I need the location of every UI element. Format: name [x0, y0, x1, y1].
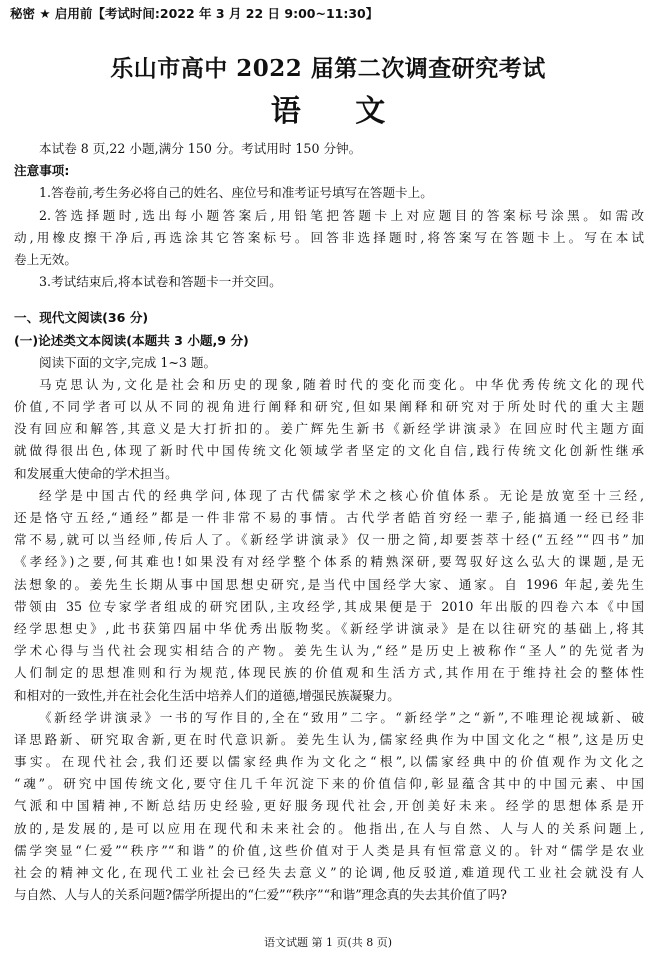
passage-line: 译思路新、研究取舍新,更在时代意识新。姜先生认为,儒家经典作为中国文化之“根”,这是历史: [14, 731, 644, 747]
spacer: [14, 293, 644, 307]
exam-intro: 本试卷 8 页,22 小题,满分 150 分。考试用时 150 分钟。: [39, 141, 362, 156]
exam-content: [14, 138, 644, 906]
passage-line: 事实。在现代社会,我们还要以儒家经典作为文化之“根”,以儒家经典中的价值观作为文化之: [14, 754, 644, 770]
passage-line: 和相对的一致性,并在社会化生活中培养人们的道德,增强民族凝聚力。: [14, 687, 400, 703]
note-item: 卷上无效。: [14, 251, 77, 267]
passage-line: 马克思认为,文化是社会和历史的现象,随着时代的变化而变化。中华优秀传统文化的现代: [39, 376, 644, 392]
passage-line: 《孝经》)之要,何其难也!如果没有对经学整个体系的精熟深研,要驾驭好这么弘大的课题,是无: [14, 554, 644, 570]
note-item: 2.答选择题时,选出每小题答案后,用铅笔把答题卡上对应题目的答案标号涂黑。如需改: [39, 207, 644, 223]
passage-line: 法想象的。姜先生长期从事中国思想史研究,是当代中国经学大家、通家。自 1996 年起,姜先生: [14, 576, 644, 592]
exam-title: 乐山市高中 2022 届第二次调查研究考试: [110, 55, 546, 82]
note-item: 动,用橡皮擦干净后,再选涂其它答案标号。回答非选择题时,将答案写在答题卡上。写在本试: [14, 229, 644, 245]
passage-line: 还是恪守五经,“通经”都是一件非常不易的事情。古代学者皓首穷经一辈子,能搞通一经已经非: [14, 510, 644, 525]
notes-heading: 注意事项:: [14, 163, 70, 179]
reading-instruction: 阅读下面的文字,完成 1~3 题。: [39, 354, 217, 370]
passage-line: 价值,不同学者可以从不同的视角进行阐释和研究,但如果阐释和研究对于所处时代的重大主题: [14, 399, 644, 415]
passage-line: 与自然、人与人的关系问题?儒学所提出的“仁爱”“秩序”“和谐”理念真的失去其价值了吗?: [14, 887, 507, 903]
section-heading: 一、现代文阅读(36 分): [14, 310, 149, 326]
passage-line: 《新经学讲演录》一书的写作目的,全在“致用”二字。“新经学”之“新”,不唯理论视域新、破: [39, 709, 644, 725]
passage-line: 和发展重大使命的学术担当。: [14, 465, 178, 481]
passage-line: “魂”。研究中国传统文化,要守住几千年沉淀下来的价值信仰,彰显蕴含其中的中国元素、中国: [14, 776, 644, 792]
page-footer: 语文试题 第 1 页(共 8 页): [263, 936, 393, 949]
passage-line: 放的,是发展的,是可以应用在现代和未来社会的。他指出,在人与自然、人与人的关系问题上,: [14, 820, 644, 836]
subject-title: 语 文: [270, 94, 408, 129]
passage-line: 社会的精神文化,在现代工业社会已经失去意义”的论调,他反驳道,难道现代工业社会就没有人: [14, 865, 644, 880]
passage-line: 经学思想史》,此书获第四届中华优秀出版物奖。《新经学讲演录》是在以往研究的基础上,将其: [14, 620, 644, 636]
passage-line: 带领由 35 位专家学者组成的研究团队,主攻经学,其成果便是于 2010 年出版的四卷六本《中国: [14, 598, 644, 614]
passage-line: 没有回应和解答,其意义是大打折扣的。姜广辉先生新书《新经学讲演录》在回应时代主题方面: [14, 421, 644, 437]
note-item: 3.考试结束后,将本试卷和答题卡一并交回。: [39, 274, 282, 290]
subsection-heading: (一)论述类文本阅读(本题共 3 小题,9 分): [14, 332, 249, 348]
exam-time-notice: 秘密 ★ 启用前【考试时间:2022 年 3 月 22 日 9:00~11:30】: [10, 6, 379, 21]
passage-line: 儒学突显“仁爱”“秩序”“和谐”的价值,这些价值对于人类是具有恒常意义的。针对“儒学是农业: [14, 842, 644, 858]
passage-line: 气派和中国精神,不断总结历史经验,更好服务现代社会,开创美好未来。经学的思想体系是开: [14, 798, 644, 814]
passage-line: 人们制定的思想准则和行为规范,体现民族的价值观和生活方式,其作用在于维持社会的整体性: [14, 665, 644, 681]
passage-line: 学术心得与当代社会现实相结合的产物。姜先生认为,“经”是历史上被称作“圣人”的先觉者为: [14, 643, 644, 659]
passage-line: 经学是中国古代的经典学问,体现了古代儒家学术之核心价值体系。无论是放宽至十三经,: [39, 487, 644, 503]
note-item: 1.答卷前,考生务必将自己的姓名、座位号和准考证号填写在答题卡上。: [39, 185, 433, 201]
passage-line: 常不易,就可以当经师,传后人了。《新经学讲演录》仅一册之简,却要荟萃十经(“五经”“四书”加: [14, 532, 644, 548]
passage-line: 就做得很出色,体现了新时代中国传统文化领域学者坚定的文化自信,践行传统文化创新性继承: [14, 443, 644, 459]
